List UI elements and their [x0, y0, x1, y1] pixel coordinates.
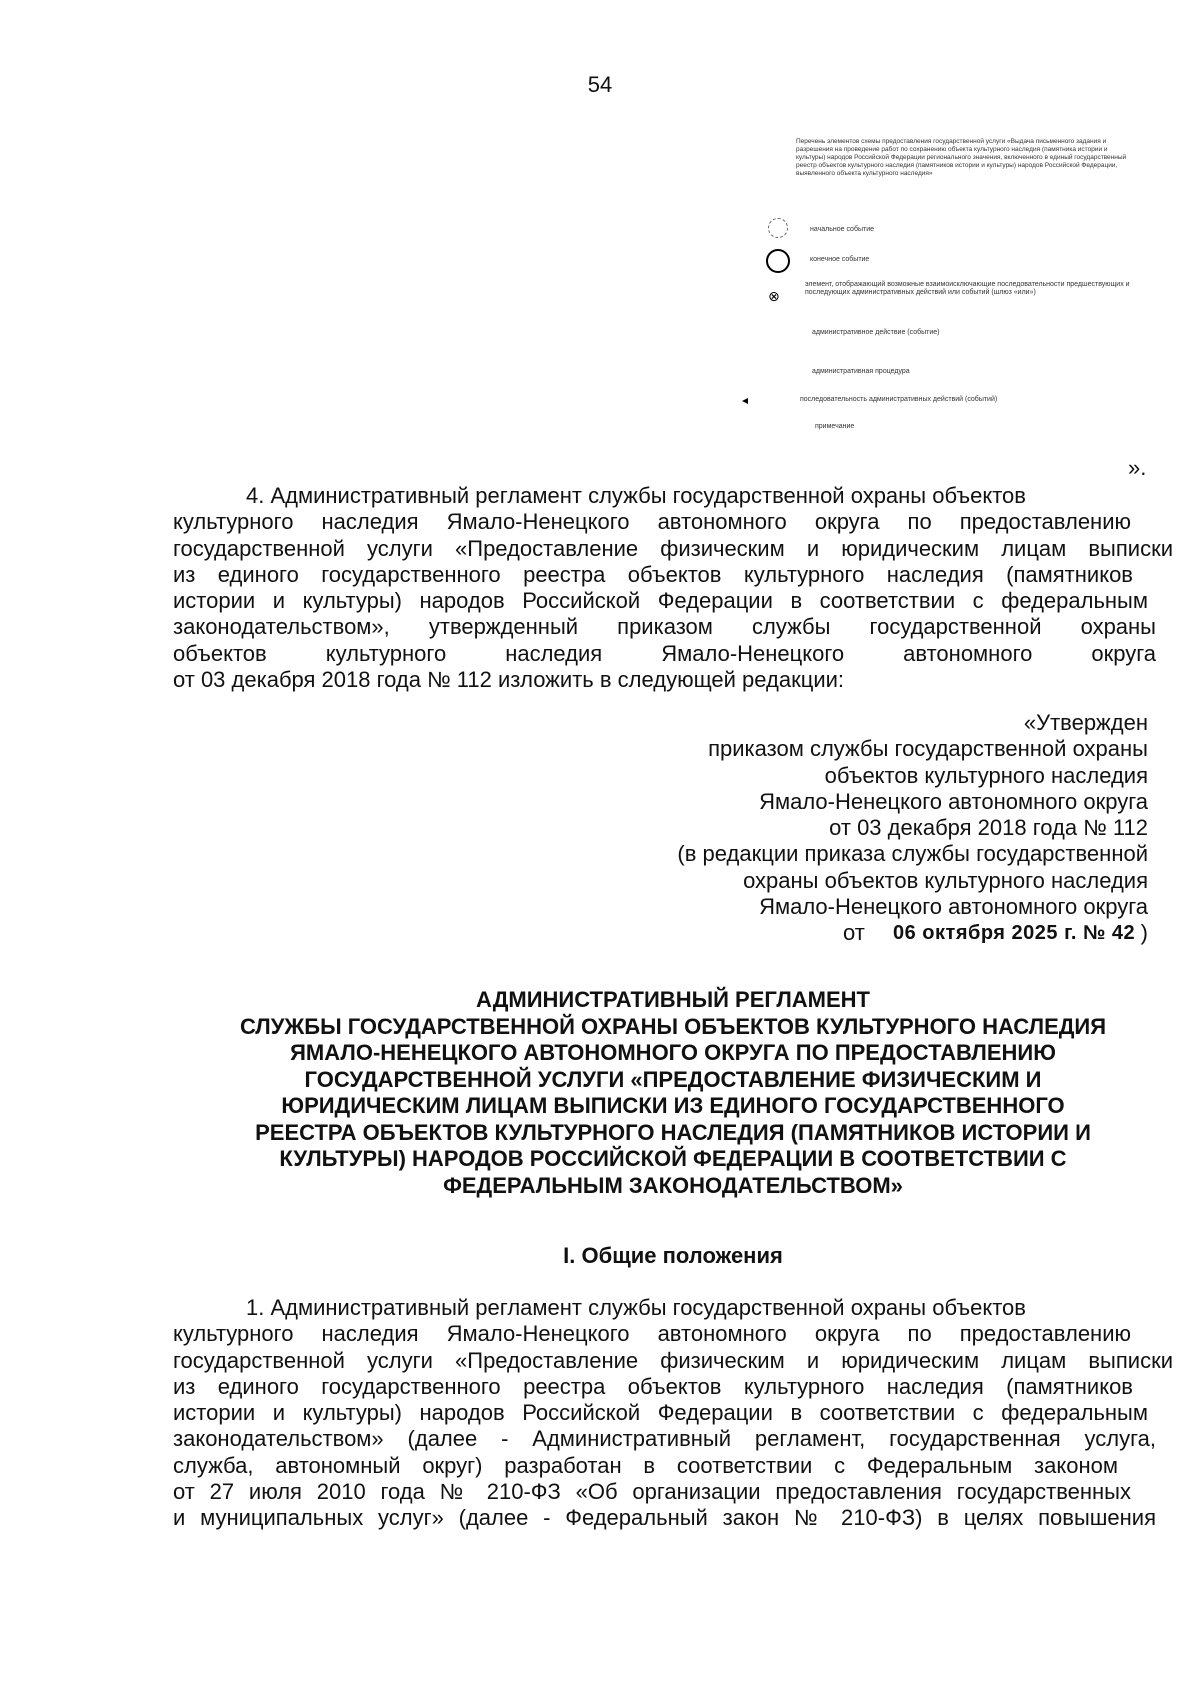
legend-symbol-start-event	[768, 218, 788, 238]
approval-close-paren: )	[1140, 920, 1148, 946]
approval-block	[588, 710, 1148, 946]
legend-label-end-event: конечное событие	[810, 256, 870, 263]
para1-line: служба, автономный округ) разработан в соответствии с Федеральным законом	[173, 1452, 1118, 1478]
approval-line: (в редакции приказа службы государственной	[677, 841, 1148, 867]
para4-line: из единого государственного реестра объектов культурного наследия (памятников	[173, 561, 1133, 587]
approval-ot: от	[843, 920, 865, 946]
paragraph-1	[173, 1295, 1173, 1532]
legend-label-x-gateway: элемент, отображающий возможные взаимоисключающие последовательности предшествующих и последующих административных действий или событий (шлюз «или»)	[805, 281, 1130, 296]
para4-line: законодательством», утвержденный приказом службы государственной охраны	[173, 614, 1156, 640]
approval-line: приказом службы государственной охраны	[708, 736, 1148, 762]
para1-line: из единого государственного реестра объектов культурного наследия (памятников	[173, 1373, 1133, 1399]
para1-line: истории и культуры) народов Российской Федерации в соответствии с федеральным	[173, 1400, 1148, 1426]
closing-quote: ».	[1128, 455, 1147, 480]
document-title	[173, 987, 1173, 1199]
approval-line: «Утвержден	[1023, 710, 1148, 735]
approval-date-stamp: 06 октября 2025 г. № 42	[893, 922, 1136, 945]
para1-line: законодательством» (далее - Административный регламент, государственная услуга,	[173, 1426, 1156, 1452]
approval-line: Ямало-Ненецкого автономного округа	[759, 894, 1148, 920]
para4-line: 4. Административный регламент службы государственной охраны объектов	[246, 483, 1026, 508]
title-line: СЛУЖБЫ ГОСУДАРСТВЕННОЙ ОХРАНЫ ОБЪЕКТОВ КУЛЬТУРНОГО НАСЛЕДИЯ	[239, 1013, 1107, 1039]
page-number: 54	[587, 72, 613, 97]
para4-line: государственной услуги «Предоставление физическим и юридическим лицам выписки	[173, 535, 1173, 561]
paragraph-4	[173, 483, 1173, 693]
legend-label-admin-action: административное действие (событие)	[812, 329, 940, 336]
legend-title: Перечень элементов схемы предоставления государственной услуги «Выдача письменного задания и разрешения на проведение работ по сохранению объекта культурного наследия (памятника истории и культуры) народов Российской Федерации регионального значения, включенного в единый государственный реестр объектов культурного наследия (памятников истории и культуры) народов Российской Федерации, выявленного объекта культурного наследия»	[796, 138, 1127, 177]
legend-label-admin-procedure: административная процедура	[812, 368, 910, 375]
para4-line: от 03 декабря 2018 года № 112 изложить в следующей редакции:	[173, 667, 845, 693]
title-line: АДМИНИСТРАТИВНЫЙ РЕГЛАМЕНТ	[476, 987, 870, 1012]
approval-line: Ямало-Ненецкого автономного округа	[759, 788, 1148, 814]
para1-line: культурного наследия Ямало-Ненецкого автономного округа по предоставлению	[173, 1321, 1131, 1347]
title-line: ЮРИДИЧЕСКИМ ЛИЦАМ ВЫПИСКИ ИЗ ЕДИНОГО ГОСУДАРСТВЕННОГО	[281, 1093, 1065, 1118]
legend-label-note: примечание	[815, 423, 855, 430]
legend-label-sequence: последовательность административных действий (событий)	[800, 396, 998, 403]
para4-line: истории и культуры) народов Российской Федерации в соответствии с федеральным	[173, 588, 1148, 614]
approval-line: объектов культурного наследия	[824, 762, 1148, 788]
section-heading: I. Общие положения	[563, 1243, 783, 1268]
title-line: ГОСУДАРСТВЕННОЙ УСЛУГИ «ПРЕДОСТАВЛЕНИЕ ФИЗИЧЕСКИМ И	[304, 1066, 1042, 1092]
legend-symbol-end-event	[766, 249, 790, 273]
legend-symbol-x-gateway: ⊗	[768, 288, 780, 304]
para4-line: культурного наследия Ямало-Ненецкого автономного округа по предоставлению	[173, 509, 1131, 535]
para1-line: 1. Административный регламент службы государственной охраны объектов	[246, 1295, 1026, 1320]
approval-line: охраны объектов культурного наследия	[743, 867, 1148, 893]
approval-date-line	[588, 920, 1148, 946]
title-line: РЕЕСТРА ОБЪЕКТОВ КУЛЬТУРНОГО НАСЛЕДИЯ (ПАМЯТНИКОВ ИСТОРИИ И	[255, 1119, 1091, 1145]
para1-line: от 27 июля 2010 года № 210-ФЗ «Об организации предоставления государственных	[173, 1479, 1131, 1505]
para1-line: государственной услуги «Предоставление физическим и юридическим лицам выписки	[173, 1347, 1173, 1373]
legend-symbol-arrow	[742, 398, 748, 404]
legend-label-start-event: начальное событие	[810, 226, 874, 233]
approval-line: от 03 декабря 2018 года № 112	[829, 815, 1148, 841]
title-line: КУЛЬТУРЫ) НАРОДОВ РОССИЙСКОЙ ФЕДЕРАЦИИ В СООТВЕТСТВИИ С	[279, 1146, 1067, 1171]
para4-line: объектов культурного наследия Ямало-Ненецкого автономного округа	[173, 640, 1156, 666]
para1-line: и муниципальных услуг» (далее - Федеральный закон № 210-ФЗ) в целях повышения	[173, 1505, 1156, 1531]
title-line: ЯМАЛО-НЕНЕЦКОГО АВТОНОМНОГО ОКРУГА ПО ПРЕДОСТАВЛЕНИЮ	[290, 1040, 1056, 1065]
title-line: ФЕДЕРАЛЬНЫМ ЗАКОНОДАТЕЛЬСТВОМ»	[443, 1172, 903, 1198]
